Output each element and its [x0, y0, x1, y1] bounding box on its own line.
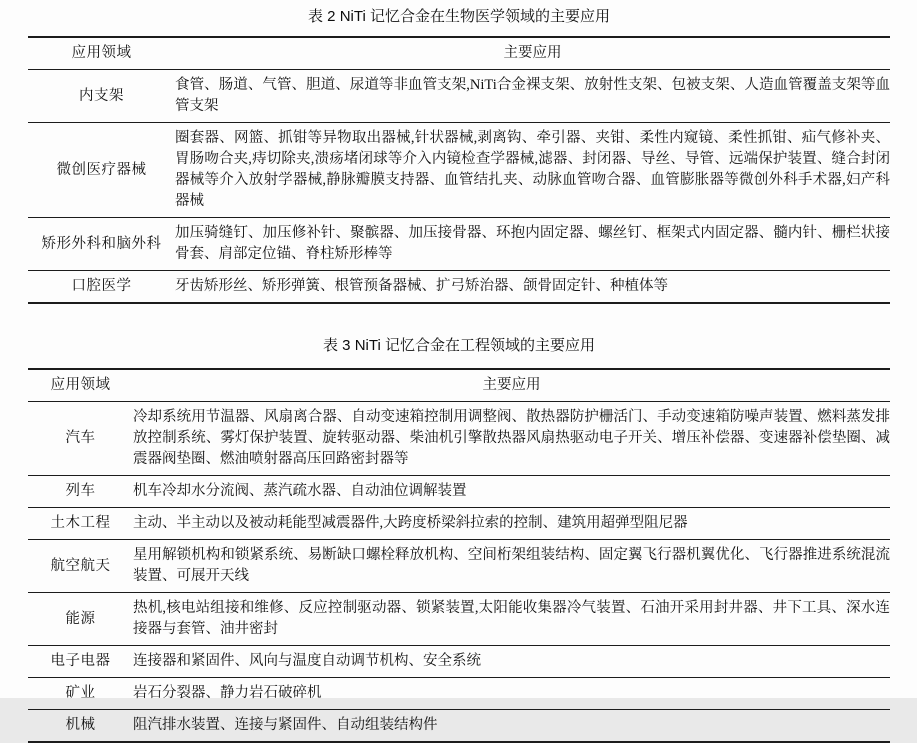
table3-row2-field: 土木工程: [28, 508, 133, 540]
table3-row2-apps: 主动、半主动以及被动耗能型减震器件,大跨度桥梁斜拉索的控制、建筑用超弹型阻尼器: [133, 508, 890, 540]
table-row: [28, 476, 890, 508]
table3-row7-apps: 阻汽排水装置、连接与紧固件、自动组装结构件: [133, 710, 890, 743]
table3-row7-field: 机械: [28, 710, 133, 743]
table2-header-apps: 主要应用: [175, 37, 890, 70]
table2-row2-field: 矫形外科和脑外科: [28, 218, 175, 271]
table3-row1-apps: 机车冷却水分流阀、蒸汽疏水器、自动油位调解装置: [133, 476, 890, 508]
table3-row6-apps: 岩石分裂器、静力岩石破碎机: [133, 678, 890, 710]
table-row: [28, 710, 890, 743]
table-row: [28, 70, 890, 123]
table3-header-row: [28, 369, 890, 402]
table-row: [28, 218, 890, 271]
table3-row1-field: 列车: [28, 476, 133, 508]
table3-row4-field: 能源: [28, 593, 133, 646]
table2-row1-apps: 圈套器、网篮、抓钳等异物取出器械,针状器械,剥离钩、牵引器、夹钳、柔性内窥镜、柔性抓钳、疝气修补夹、胃肠吻合夹,痔切除夹,溃疡堵闭球等介入内镜检查学器械,滤器、封闭器、导丝、导管、远端保护装置、缝合封闭器械等介入放射学器械,静脉瓣膜支持器、血管结扎夹、动脉血管吻合器、血管膨胀器等微创外科手术器,妇产科器械: [175, 123, 890, 218]
table3-row6-field: 矿业: [28, 678, 133, 710]
table-row: [28, 123, 890, 218]
table-row: [28, 593, 890, 646]
table2-row1-field: 微创医疗器械: [28, 123, 175, 218]
table2-row3-apps: 牙齿矫形丝、矫形弹簧、根管预备器械、扩弓矫治器、颌骨固定针、种植体等: [175, 271, 890, 304]
table3-row5-apps: 连接器和紧固件、风向与温度自动调节机构、安全系统: [133, 646, 890, 678]
table3-header-apps: 主要应用: [133, 369, 890, 402]
table2-row2-apps: 加压骑缝钉、加压修补针、聚髌器、加压接骨器、环抱内固定器、螺丝钉、框架式内固定器、髓内针、栅栏状接骨套、肩部定位锚、脊柱矫形棒等: [175, 218, 890, 271]
table-row: [28, 271, 890, 304]
table3-row3-apps: 星用解锁机构和锁紧系统、易断缺口螺栓释放机构、空间桁架组装结构、固定翼飞行器机翼优化、飞行器推进系统混流装置、可展开天线: [133, 540, 890, 593]
table3-row0-field: 汽车: [28, 402, 133, 476]
table3-row3-field: 航空航天: [28, 540, 133, 593]
table2-biomedical-applications: [28, 36, 890, 304]
table3-row4-apps: 热机,核电站组接和维修、反应控制驱动器、锁紧装置,太阳能收集器冷气装置、石油开采用封井器、井下工具、深水连接器与套管、油井密封: [133, 593, 890, 646]
table2-row0-apps: 食管、肠道、气管、胆道、尿道等非血管支架,NiTi合金裸支架、放射性支架、包被支架、人造血管覆盖支架等血管支架: [175, 70, 890, 123]
table3-row5-field: 电子电器: [28, 646, 133, 678]
table3-header-field: 应用领域: [28, 369, 133, 402]
table2-caption: 表 2 NiTi 记忆合金在生物医学领域的主要应用: [308, 8, 610, 25]
table-row: [28, 678, 890, 710]
table2-row0-field: 内支架: [28, 70, 175, 123]
table3-caption: 表 3 NiTi 记忆合金在工程领域的主要应用: [323, 337, 595, 354]
table2-header-row: [28, 37, 890, 70]
table-row: [28, 508, 890, 540]
table-row: [28, 402, 890, 476]
table2-row3-field: 口腔医学: [28, 271, 175, 304]
table3-row0-apps: 冷却系统用节温器、风扇离合器、自动变速箱控制用调整阀、散热器防护栅活门、手动变速箱防噪声装置、燃料蒸发排放控制系统、雾灯保护装置、旋转驱动器、柴油机引擎散热器风扇热驱动电子开关、增压补偿器、变速器补偿垫圈、减震器阀垫圈、燃油喷射器高压回路密封器等: [133, 402, 890, 476]
table-row: [28, 646, 890, 678]
table2-header-field: 应用领域: [28, 37, 175, 70]
table-row: [28, 540, 890, 593]
table3-engineering-applications: [28, 368, 890, 743]
